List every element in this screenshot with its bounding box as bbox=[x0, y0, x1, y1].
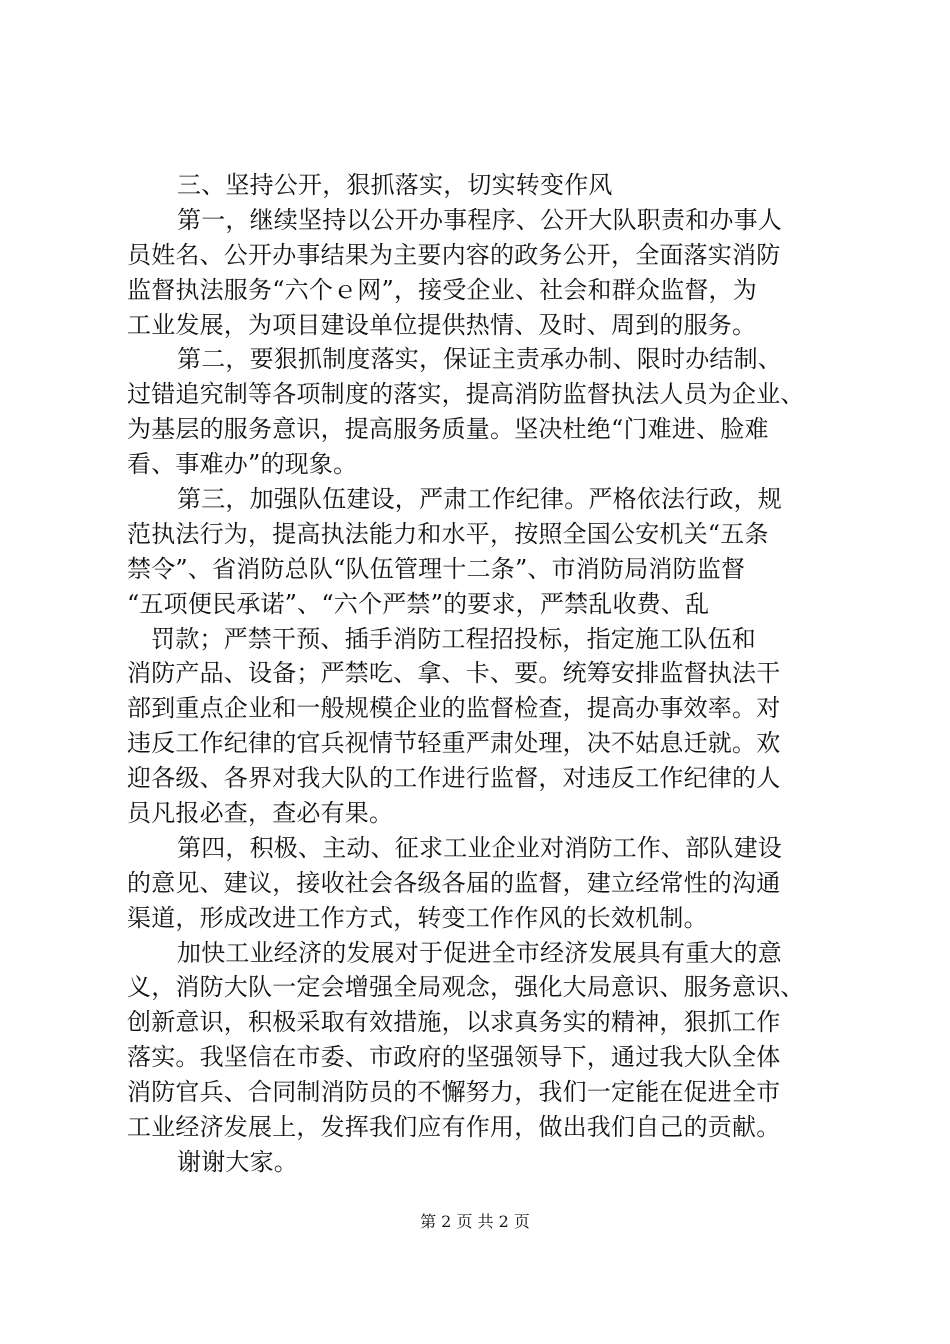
text-line: 创新意识，积极采取有效措施，以求真务实的精神，狠抓工作 bbox=[127, 1008, 781, 1037]
text-line: 义，消防大队一定会增强全局观念，强化大局意识、服务意识、 bbox=[127, 973, 805, 1002]
text-line: 落实。我坚信在市委、市政府的坚强领导下，通过我大队全体 bbox=[127, 1043, 781, 1072]
text-line: 为基层的服务意识，提高服务质量。坚决杜绝“门难进、脸难 bbox=[127, 415, 769, 444]
text-line: 消防官兵、合同制消防员的不懈努力，我们一定能在促进全市 bbox=[127, 1078, 781, 1107]
document-body bbox=[127, 168, 837, 1180]
text-line: 部到重点企业和一般规模企业的监督检查，提高办事效率。对 bbox=[127, 694, 781, 723]
section-heading: 三、坚持公开，狠抓落实，切实转变作风 bbox=[177, 171, 613, 199]
text-line: 消防产品、设备；严禁吃、拿、卡、要。统筹安排监督执法干 bbox=[127, 659, 781, 688]
text-line: 过错追究制等各项制度的落实，提高消防监督执法人员为企业、 bbox=[127, 380, 805, 409]
text-line: 工业经济发展上，发挥我们应有作用，做出我们自己的贡献。 bbox=[127, 1113, 781, 1142]
text-line: 员姓名、公开办事结果为主要内容的政务公开，全面落实消防 bbox=[127, 240, 781, 269]
closing-line: 谢谢大家。 bbox=[177, 1147, 298, 1176]
text-line: 迎各级、各界对我大队的工作进行监督，对违反工作纪律的人 bbox=[127, 764, 781, 793]
text-line: 罚款；严禁干预、插手消防工程招投标，指定施工队伍和 bbox=[151, 624, 756, 653]
text-line: 的意见、建议，接收社会各级各届的监督，建立经常性的沟通 bbox=[127, 868, 781, 897]
text-line: 第一，继续坚持以公开办事程序、公开大队职责和办事人 bbox=[177, 205, 782, 234]
page-footer: 第 2 页 共 2 页 bbox=[420, 1212, 530, 1231]
text-line: 监督执法服务“六个ｅ网”，接受企业、社会和群众监督，为 bbox=[127, 275, 757, 304]
text-line: 第四，积极、主动、征求工业企业对消防工作、部队建设 bbox=[177, 833, 782, 862]
text-line: “五项便民承诺”、“六个严禁”的要求，严禁乱收费、乱 bbox=[127, 589, 710, 618]
text-line: 员凡报必查，查必有果。 bbox=[127, 799, 394, 828]
text-line: 看、事难办”的现象。 bbox=[127, 450, 358, 479]
text-line: 加快工业经济的发展对于促进全市经济发展具有重大的意 bbox=[177, 938, 782, 967]
text-line: 第三，加强队伍建设，严肃工作纪律。严格依法行政，规 bbox=[177, 485, 782, 514]
text-line: 工业发展，为项目建设单位提供热情、及时、周到的服务。 bbox=[127, 310, 757, 339]
text-line: 第二，要狠抓制度落实，保证主责承办制、限时办结制、 bbox=[177, 345, 782, 374]
text-line: 违反工作纪律的官兵视情节轻重严肃处理，决不姑息迁就。欢 bbox=[127, 729, 781, 758]
text-line: 禁令”、省消防总队“队伍管理十二条”、市消防局消防监督 bbox=[127, 554, 746, 583]
text-line: 渠道，形成改进工作方式，转变工作作风的长效机制。 bbox=[127, 903, 708, 932]
text-line: 范执法行为，提高执法能力和水平，按照全国公安机关“五条 bbox=[127, 519, 769, 548]
